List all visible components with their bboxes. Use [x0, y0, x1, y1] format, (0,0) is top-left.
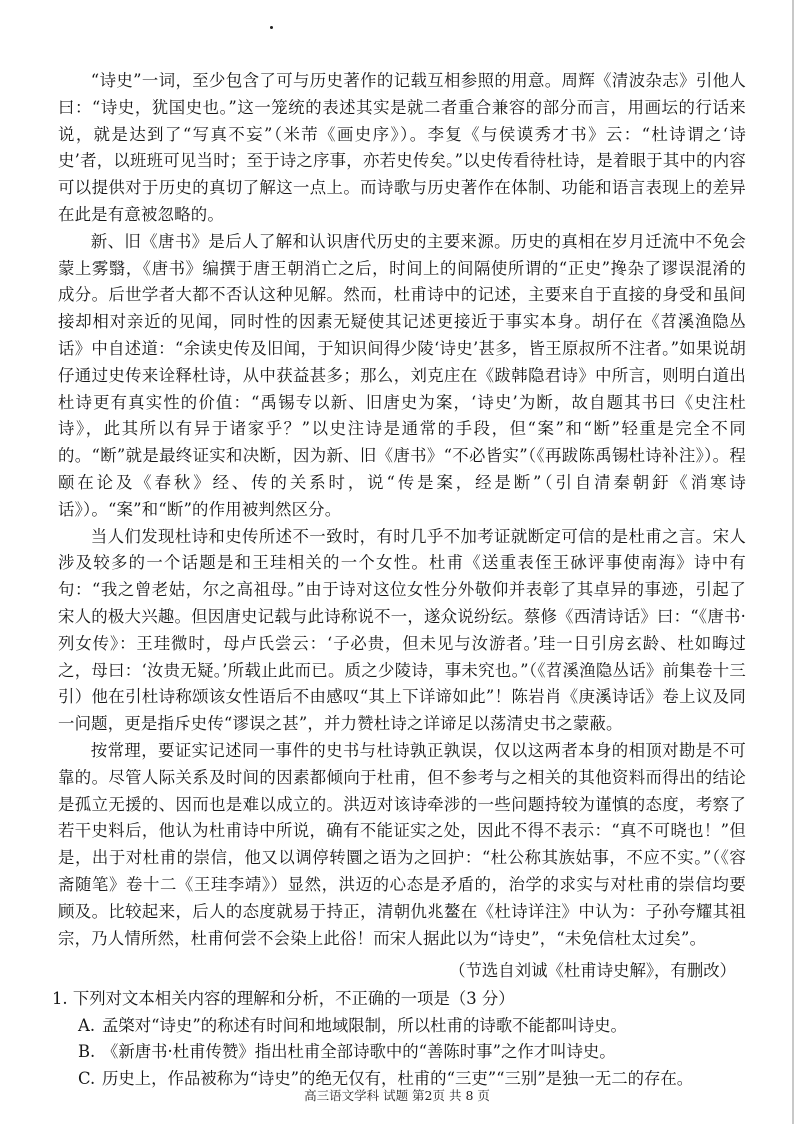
- passage-paragraph-4: 按常理，要证实记述同一事件的史书与杜诗孰正孰误，仅以这两者本身的相顶对勘是不可靠的。尽管人际关系及时间的因素都倾向于杜甫，但不参考与之相关的其他资料而得出的结论是孤立无援的、因而也是难以成立的。洪迈对该诗牵涉的一些问题持较为谨慎的态度，考察了若干史料后，他认为杜甫诗中所说，确有不能证实之处，因此不得不表示：“真不可晓也！”但是，出于对杜甫的崇信，他又以调停转圜之语为之回护：“杜公称其族姑事，不应不实。”（《容斋随笔》卷十二《王珪李靖》）显然，洪迈的心态是矛盾的，治学的求实与对杜甫的崇信均要顾及。比较起来，后人的态度就易于持正，清朝仇兆鳌在《杜诗详注》中认为：子孙夸耀其祖宗，乃人情所然，杜甫何尝不会染上此俗！而宋人据此以为“诗史”，“未免信杜太过矣”。: [58, 740, 746, 948]
- option-a-text: 孟棨对“诗史”的称述有时间和地域限制，所以杜甫的诗歌不能都叫诗史。: [102, 1015, 627, 1035]
- option-c-label: C.: [78, 1069, 96, 1089]
- page-footer: 高三语文学科 试题 第2页 共 8 页: [304, 1088, 490, 1103]
- option-c-text: 历史上，作品被称为“诗史”的绝无仅有，杜甫的“三吏”“三别”是独一无二的存在。: [102, 1069, 694, 1089]
- question-stem: 1. 下列对文本相关内容的理解和分析，不正确的一项是（3 分）: [52, 989, 515, 1009]
- question-1: [52, 986, 746, 1092]
- reading-passage: [52, 68, 746, 1093]
- scan-dot: [270, 26, 273, 29]
- option-b[interactable]: [78, 1039, 746, 1066]
- passage-paragraph-1: “诗史”一词，至少包含了可与历史著作的记载互相参照的用意。周辉《清波杂志》引他人曰：“诗史，犹国史也。”这一笼统的表述其实是就二者重合兼容的部分而言，用画坛的行话来说，就是达到了“写真不妄”（米芾《画史序》）。李复《与侯谟秀才书》云：“杜诗谓之‘诗史’者，以班班可见当时；至于诗之序事，亦若史传矣。”以史传看待杜诗，是着眼于其中的内容可以提供对于历史的真切了解这一点上。而诗歌与历史著作在体制、功能和语言表现上的差异在此是有意被忽略的。: [58, 71, 746, 224]
- source-citation: （节选自刘诚《杜甫诗史解》，有删改）: [449, 961, 736, 981]
- option-b-text: 《新唐书·杜甫传赞》指出杜甫全部诗歌中的“善陈时事”之作才叫诗史。: [102, 1042, 616, 1062]
- option-a-label: A.: [78, 1015, 96, 1035]
- option-a[interactable]: [78, 1013, 746, 1040]
- option-b-label: B.: [78, 1042, 96, 1062]
- passage-paragraph-2: 新、旧《唐书》是后人了解和认识唐代历史的主要来源。历史的真相在岁月迁流中不免会蒙上雾翳，《唐书》编撰于唐王朝消亡之后，时间上的间隔使所谓的“正史”搀杂了谬误混淆的成分。后世学者大都不否认这种见解。然而，杜甫诗中的记述，主要来自于直接的身受和虽间接却相对亲近的见闻，同时性的因素无疑使其记述更接近于事实本身。胡仔在《苕溪渔隐丛话》中自述道：“余读史传及旧闻，于知识间得少陵‘诗史’甚多，皆王原叔所不注者。”如果说胡仔通过史传来诠释杜诗，从中获益甚多；那么，刘克庄在《跋韩隐君诗》中所言，则明白道出杜诗更有真实性的价值：“禹锡专以新、旧唐史为案，‘诗史’为断，故自题其书曰《史注杜诗》，此其所以有异于诸家乎？”以史注诗是通常的手段，但“案”和“断”轻重是完全不同的。“断”就是最终证实和决断，因为新、旧《唐书》“不必皆实”（《再跋陈禹锡杜诗补注》）。程颐在论及《春秋》经、传的关系时，说“传是案，经是断”（引自清秦朝釪《消寒诗话》）。“案”和“断”的作用被判然区分。: [58, 231, 746, 519]
- passage-paragraph-3: 当人们发现杜诗和史传所述不一致时，有时几乎不加考证就断定可信的是杜甫之言。宋人涉及较多的一个话题是和王珪相关的一个女性。杜甫《送重表侄王砅评事使南海》诗中有句：“我之曾老姑，尔之高祖母。”由于诗对这位女性分外敬仰并表彰了其卓异的事迹，引起了宋人的极大兴趣。但因唐史记载与此诗称说不一，遂众说纷纭。蔡修《西清诗话》曰：“《唐书·列女传》：王珪微时，母卢氏尝云：‘子必贵，但未见与汝游者。’珪一日引房玄龄、杜如晦过之，母曰：‘汝贵无疑。’所载止此而已。质之少陵诗，事未究也。”（《苕溪渔隐丛话》前集卷十三引）他在引杜诗称颂该女性语后不由感叹“其上下详谛如此”！陈岩肖《庚溪诗话》卷上议及同一问题，更是指斥史传“谬误之甚”，并力赞杜诗之详谛足以荡清史书之蒙蔽。: [58, 526, 746, 734]
